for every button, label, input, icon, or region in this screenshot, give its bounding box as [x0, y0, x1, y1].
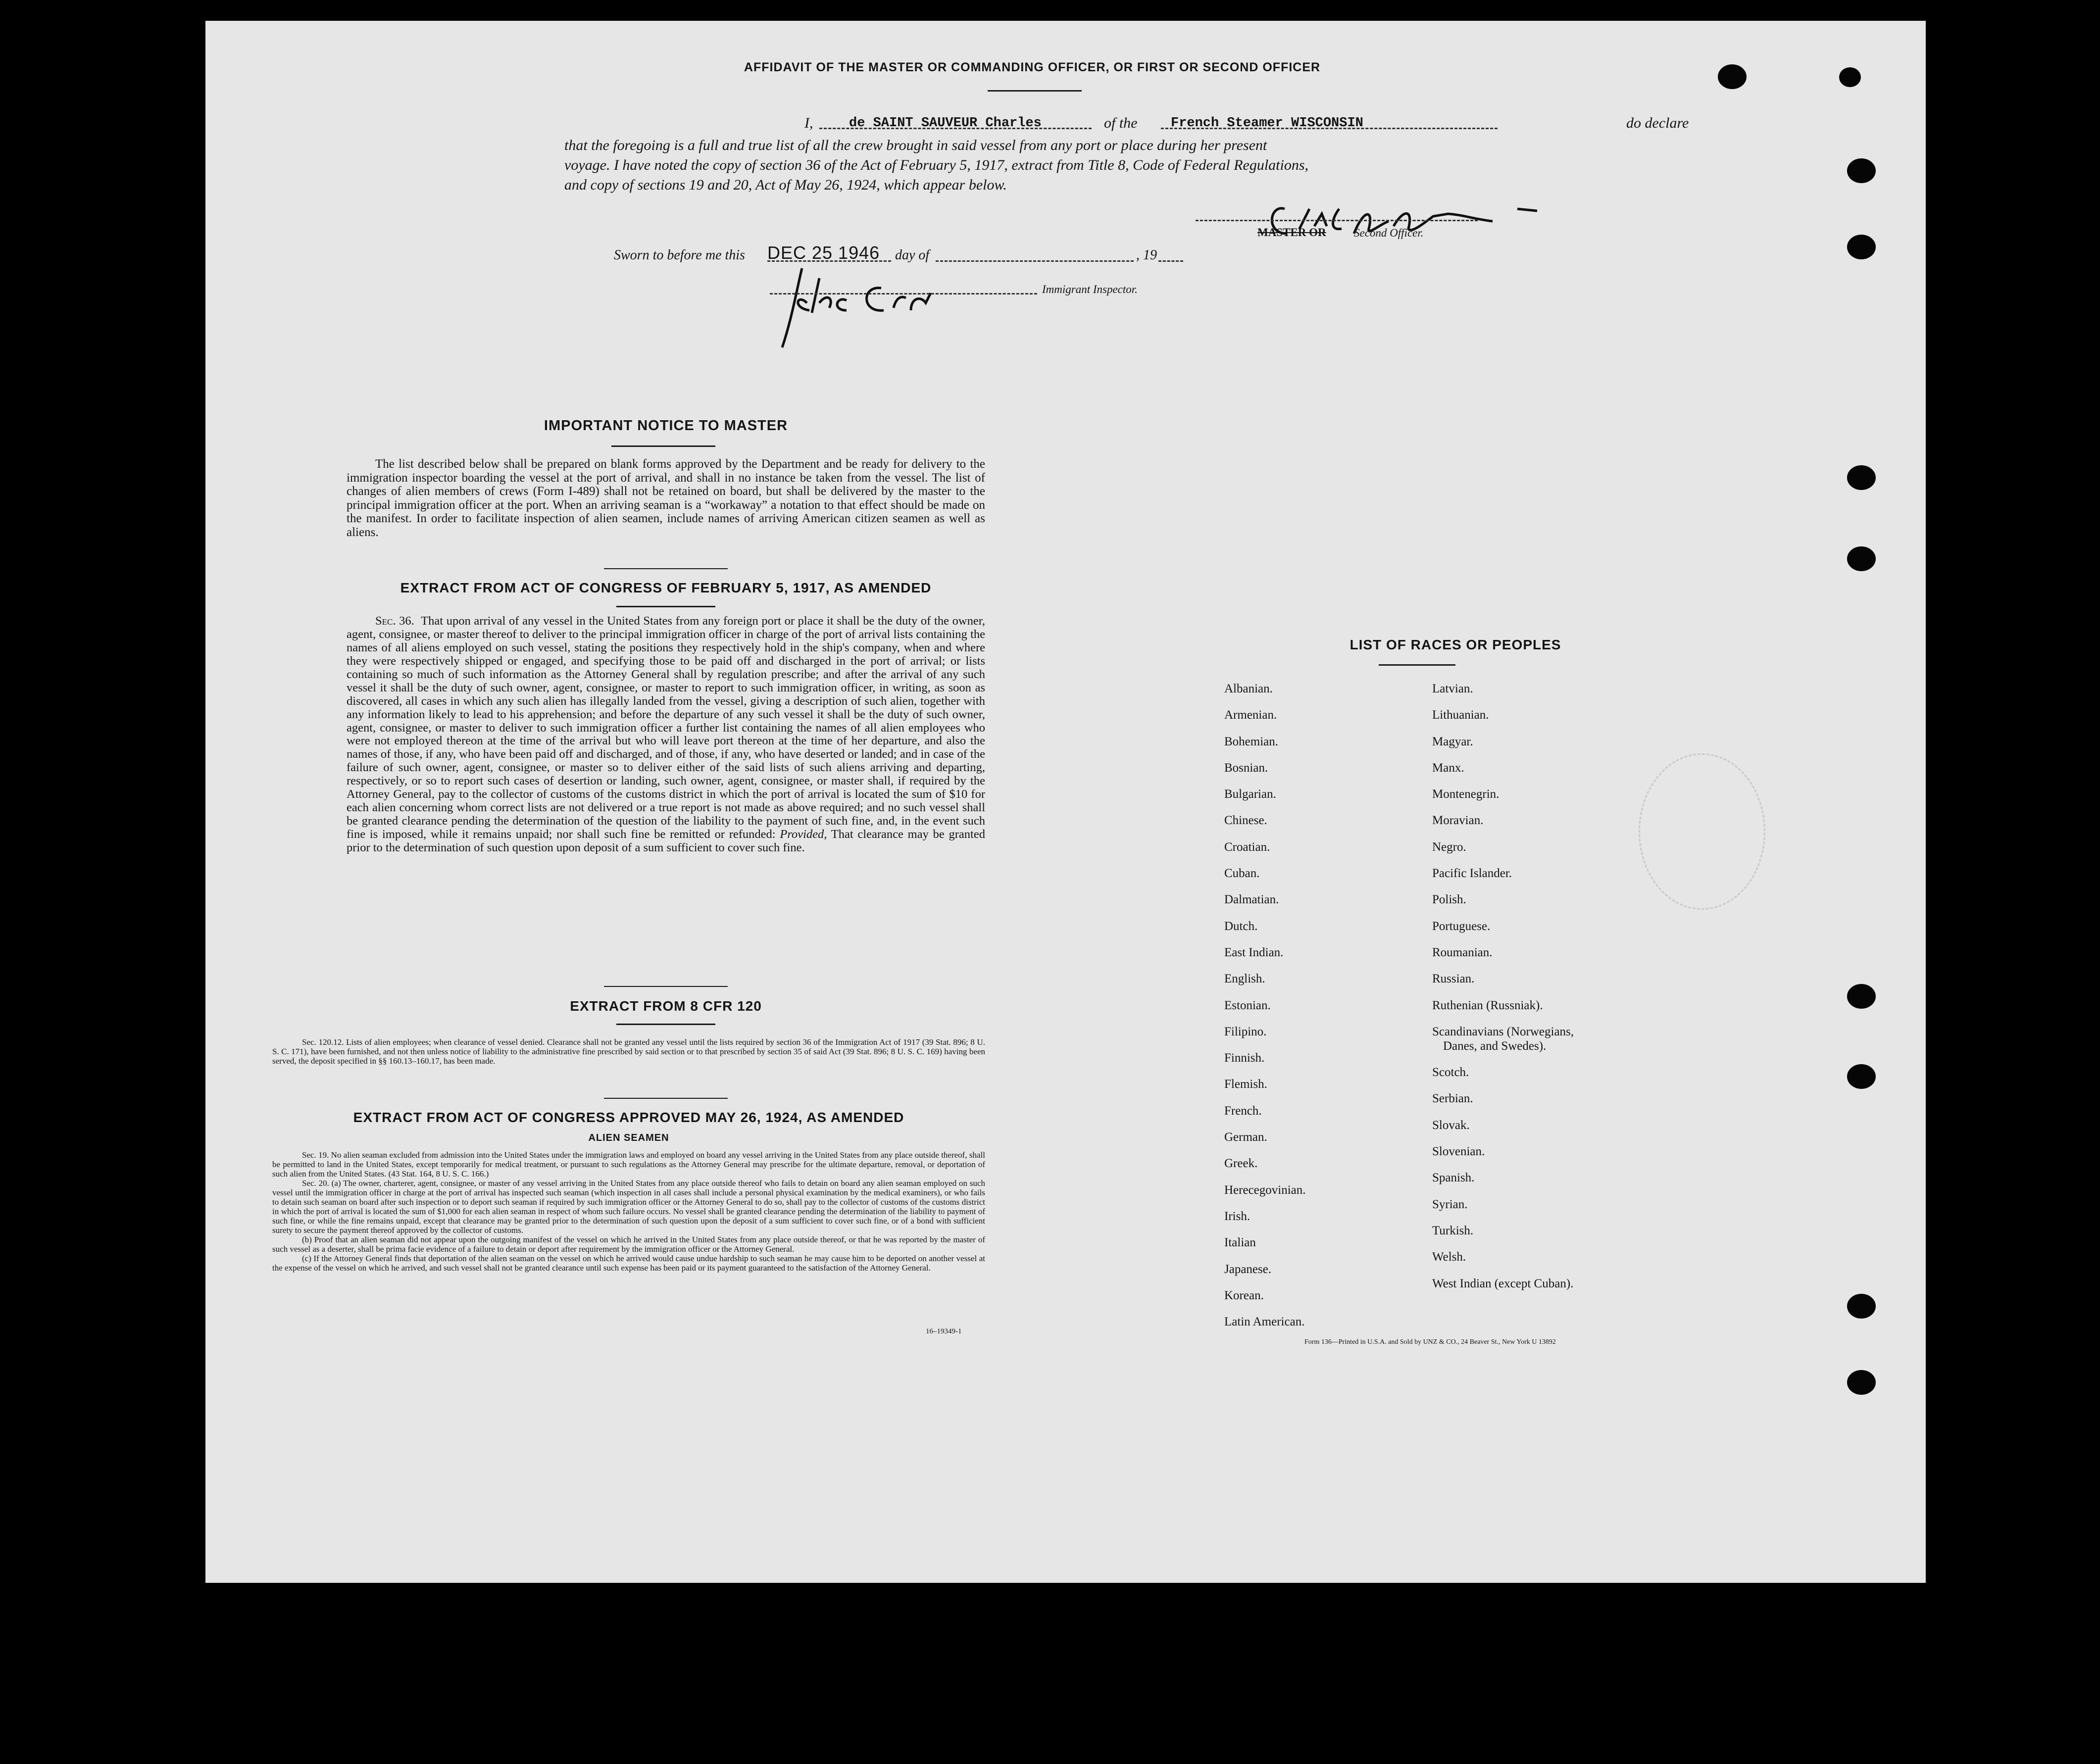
race-item-left: Dutch.: [1224, 919, 1258, 933]
race-item-left: Irish.: [1224, 1209, 1250, 1223]
do-declare-label: do declare: [1626, 115, 1689, 131]
race-item-right: Scandinavians (Norwegians,: [1432, 1025, 1574, 1038]
race-item-left: Japanese.: [1224, 1262, 1272, 1276]
punch-hole: [1847, 158, 1876, 183]
race-item-right: Russian.: [1432, 972, 1475, 986]
extract-1924-text: [272, 1150, 985, 1273]
race-item-right: Manx.: [1432, 761, 1464, 775]
race-item-left: Finnish.: [1224, 1051, 1265, 1065]
extract-1917-heading: EXTRACT FROM ACT OF CONGRESS OF FEBRUARY 5, 1917, AS AMENDED: [400, 580, 932, 595]
race-item-left: Cuban.: [1224, 867, 1260, 881]
races-left-column: [1224, 682, 1402, 1341]
punch-hole: [1847, 1370, 1876, 1395]
affidavit-title: AFFIDAVIT OF THE MASTER OR COMMANDING OFFICER, OR FIRST OR SECOND OFFICER: [744, 60, 1321, 74]
punch-hole: [1847, 465, 1876, 490]
inspector-label: Immigrant Inspector.: [1042, 283, 1138, 295]
races-right-column: [1432, 682, 1640, 1303]
i-label: I,: [804, 115, 813, 131]
race-item-right: Latvian.: [1432, 682, 1473, 695]
notice-heading-rule: [611, 445, 715, 447]
race-item-right: Slovenian.: [1432, 1145, 1485, 1159]
extract-cfr-heading-rule: [616, 1024, 715, 1025]
race-item-left: East Indian.: [1224, 945, 1284, 959]
inspector-signature-line: [770, 293, 1037, 294]
punch-hole: [1847, 235, 1876, 259]
affidavit-line-3: and copy of sections 19 and 20, Act of May 26, 1924, which appear below.: [564, 177, 1007, 193]
race-item-left: Flemish.: [1224, 1078, 1267, 1091]
vessel-name: French Steamer WISCONSIN: [1171, 116, 1363, 131]
extract-1917-end-rule: [604, 986, 728, 987]
race-item-right: West Indian (except Cuban).: [1432, 1276, 1574, 1290]
race-item-right: Welsh.: [1432, 1250, 1466, 1264]
sec-20b-text: (b) Proof that an alien seaman did not appear upon the outgoing manifest of the vessel on which he arrived in the United States from any place outside thereof, or that he was reported by the master of such vessel as a deserter, shall be prima facie evidence of a failure to detain or deport after requirement by the immigration officer or the Attorney General.: [272, 1235, 985, 1254]
document-sheet: [205, 21, 1926, 1583]
race-item-left: Estonian.: [1224, 998, 1271, 1012]
day-of-label: day of: [895, 247, 930, 263]
race-item-right: Moravian.: [1432, 814, 1484, 828]
race-item-right: Magyar.: [1432, 735, 1473, 748]
race-item-left: French.: [1224, 1104, 1262, 1118]
extract-1917-text: [347, 615, 985, 855]
race-item-left: Filipino.: [1224, 1025, 1267, 1038]
race-item-left: Dalmatian.: [1224, 893, 1279, 907]
title-underline: [988, 90, 1082, 92]
race-item-left: English.: [1224, 972, 1265, 986]
race-item-left: Armenian.: [1224, 708, 1277, 722]
race-item-right: Pacific Islander.: [1432, 867, 1512, 881]
race-item-left: Herecegovinian.: [1224, 1183, 1306, 1197]
affidavit-line-2: voyage. I have noted the copy of section 36 of the Act of February 5, 1917, extract from Title 8, Code of Federal Regulations,: [564, 157, 1309, 173]
inspector-signature: [762, 258, 970, 362]
sworn-prefix: Sworn to before me this: [614, 247, 745, 263]
race-item-left: Korean.: [1224, 1288, 1264, 1302]
extract-cfr-end-rule: [604, 1098, 728, 1099]
form-code: 16–19349-1: [926, 1327, 962, 1335]
date-stamp: DEC 25 1946: [767, 243, 880, 263]
extract-cfr-heading: EXTRACT FROM 8 CFR 120: [570, 998, 762, 1014]
printer-imprint: Form 136—Printed in U.S.A. and Sold by UNZ & CO., 24 Beaver St., New York U 13892: [1304, 1338, 1556, 1346]
affidavit-declaration-line: [804, 115, 1710, 135]
notice-text: The list described below shall be prepared on blank forms approved by the Department and be ready for delivery to the immigration inspector boarding the vessel at the port of arrival, and shall in no instance be taken from the vessel. The list of changes of alien members of crews (Form I-489) shall not be retained on board, but shall be delivered by the master to the principal immigration officer at the port. When an arriving seaman is a “workaway” a notation to that effect should be made on the manifest. In order to facilitate inspection of alien seamen, include names of arriving American citizen seamen as well as aliens.: [347, 457, 985, 539]
race-item-left: Bulgarian.: [1224, 787, 1276, 801]
race-item-right: Spanish.: [1432, 1171, 1475, 1185]
of-the-label: of the: [1104, 115, 1138, 131]
race-item-left: Chinese.: [1224, 814, 1267, 828]
race-item-right: Scotch.: [1432, 1066, 1469, 1079]
race-item-left: Albanian.: [1224, 682, 1273, 695]
sec-20c-text: (c) If the Attorney General finds that deportation of the alien seaman on the vessel on which he arrived would cause undue hardship to such seaman he may cause him to be deported on another vessel at the expense of the vessel on which he arrived, and such vessel shall not be granted clearance until such expense has been paid or its payment guaranteed to the satisfaction of the Attorney General.: [272, 1254, 985, 1273]
race-item-left: Bosnian.: [1224, 761, 1268, 775]
sec-36-body: That upon arrival of any vessel in the United States from any foreign port or place it shall be the duty of the owner, agent, consignee, or master thereof to deliver to the principal immigration officer in charge of the port of arrival lists containing the names of all aliens employed on such vessel, stating the positions they respectively hold in the ship's company, when and where they were respectively shipped or engaged, and specifying those to be paid off and discharged in the port of arrival; or lists containing so much of such information as the Attorney General shall by regulation prescribe; and after the arrival of any such vessel it shall be the duty of such owner, agent, consignee, or master to report to such immigration officer, in writing, as soon as discovered, all cases in which any such alien has illegally landed from the vessel, giving a description of such alien, together with any information likely to lead to his apprehension; and before the departure of any such vessel it shall be the duty of such owner, agent, consignee, or master to deliver to such immigration officer a further list containing the names of all alien employees who were not employed thereon at the time of the arrival but who will leave port thereon at the time of her departure, and also the names of those, if any, who have been paid off and discharged, and of those, if any, who have deserted or landed; and in case of the failure of such owner, agent, consignee, or master so to deliver either of the said lists of such aliens arriving and departing, respectively, or so to report such cases of desertion or landing, such owner, agent, consignee, or master shall, if required by the Attorney General, pay to the collector of customs of the customs district in which the port of arrival is located the sum of $10 for each alien concerning whom correct lists are not delivered or a true report is not made as above required; and no such vessel shall be granted clearance pending the determination of the question of the liability to the payment of such fine, and, in the event such fine is imposed, while it remains unpaid; nor shall such fine be remitted or refunded:: [347, 614, 986, 841]
punch-hole: [1847, 1294, 1876, 1319]
sec-19-text: Sec. 19. No alien seaman excluded from admission into the United States under the immigration laws and employed on board any vessel arriving in the United States from any place outside thereof, shall be permitted to land in the United States, except temporarily for medical treatment, or pursuant to such regulations as the Attorney General may prescribe for the ultimate departure, removal, or deportation of such alien from the United States. (43 Stat. 164, 8 U. S. C. 166.): [272, 1150, 985, 1179]
officer-title-label: Second Officer.: [1354, 227, 1424, 239]
extract-1924-heading: EXTRACT FROM ACT OF CONGRESS APPROVED MAY 26, 1924, AS AMENDED: [353, 1110, 904, 1125]
year-prefix: , 19: [1136, 247, 1157, 263]
race-item-right: Slovak.: [1432, 1118, 1470, 1132]
affidavit-line-1: that the foregoing is a full and true list of all the crew brought in said vessel from any port or place during her present: [564, 137, 1267, 153]
sec-36-provided: Provided,: [780, 828, 827, 841]
race-item-right: Turkish.: [1432, 1224, 1474, 1237]
sec-36-end: That clearance may be granted prior to the determination of such question upon deposit of a sum sufficient to cover such fine.: [347, 828, 985, 854]
master-name: de SAINT SAUVEUR Charles: [849, 116, 1042, 131]
faint-circular-stamp: [1639, 753, 1765, 910]
race-item-right: Polish.: [1432, 893, 1466, 907]
race-item-right: Danes, and Swedes).: [1443, 1039, 1547, 1053]
race-item-left: Bohemian.: [1224, 735, 1279, 748]
race-item-right: Syrian.: [1432, 1197, 1468, 1211]
officer-signature-line: [1196, 220, 1478, 221]
race-item-left: Italian: [1224, 1236, 1256, 1250]
race-item-right: Serbian.: [1432, 1092, 1473, 1106]
sworn-line: [614, 243, 1455, 267]
races-heading-rule: [1379, 664, 1455, 666]
punch-hole: [1847, 984, 1876, 1009]
extract-1917-heading-rule: [616, 606, 715, 607]
punch-hole: [1847, 1064, 1876, 1089]
notice-end-rule: [604, 568, 728, 569]
race-item-right: Negro.: [1432, 840, 1466, 854]
race-item-right: Portuguese.: [1432, 919, 1491, 933]
race-item-right: Montenegrin.: [1432, 787, 1500, 801]
race-item-left: Latin American.: [1224, 1315, 1305, 1329]
extract-cfr-text: Sec. 120.12. Lists of alien employees; when clearance of vessel denied. Clearance shall not be granted any vessel until the lists required by section 36 of the Immigration Act of 1917 (39 Stat. 896; 8 U. S. C. 171), have been furnished, and not then unless notice of liability to the administrative fine prescribed by said section or to that prescribed by section 35 of said Act (39 Stat. 896; 8 U. S. C. 169) having been served, the deposit specified in §§ 160.13–160.17, has been made.: [272, 1037, 985, 1066]
race-item-right: Lithuanian.: [1432, 708, 1489, 722]
officer-title-struck: MASTER OR: [1257, 226, 1326, 239]
races-heading: LIST OF RACES OR PEOPLES: [1350, 637, 1561, 652]
race-item-left: Croatian.: [1224, 840, 1270, 854]
alien-seamen-subheading: ALIEN SEAMEN: [588, 1132, 669, 1143]
race-item-left: Greek.: [1224, 1157, 1258, 1171]
year-blank: [1158, 260, 1183, 262]
sec-20a-text: Sec. 20. (a) The owner, charterer, agent, consignee, or master of any vessel arriving in the United States from any place outside thereof who fails to detain on board any alien seaman employed on such vessel until the immigration officer in charge at the port of arrival has inspected such seaman (which inspection in all cases shall include a personal physical examination by the medical examiners), or who fails to detain such seaman on board after such inspection or to deport such seaman if required by such immigration officer or the Attorney General to do so, shall pay to the collector of customs of the customs district in which the port of arrival is located the sum of $1,000 for each alien seaman in respect of whom such failure occurs. No vessel shall be granted clearance pending the determination of the liability to payment of such fine, or while the fine remains unpaid, except that clearance may be granted prior to the determination of such question upon the deposit of a sum sufficient to cover such fine, or of a bond with sufficient surety to secure the payment thereof approved by the collector of customs.: [272, 1178, 985, 1235]
notice-heading: IMPORTANT NOTICE TO MASTER: [544, 418, 788, 434]
race-item-left: German.: [1224, 1130, 1267, 1144]
race-item-right: Ruthenian (Russniak).: [1432, 998, 1543, 1012]
race-item-right: Roumanian.: [1432, 945, 1493, 959]
sec-36-label: Sec. 36.: [375, 614, 414, 628]
punch-hole: [1847, 546, 1876, 571]
